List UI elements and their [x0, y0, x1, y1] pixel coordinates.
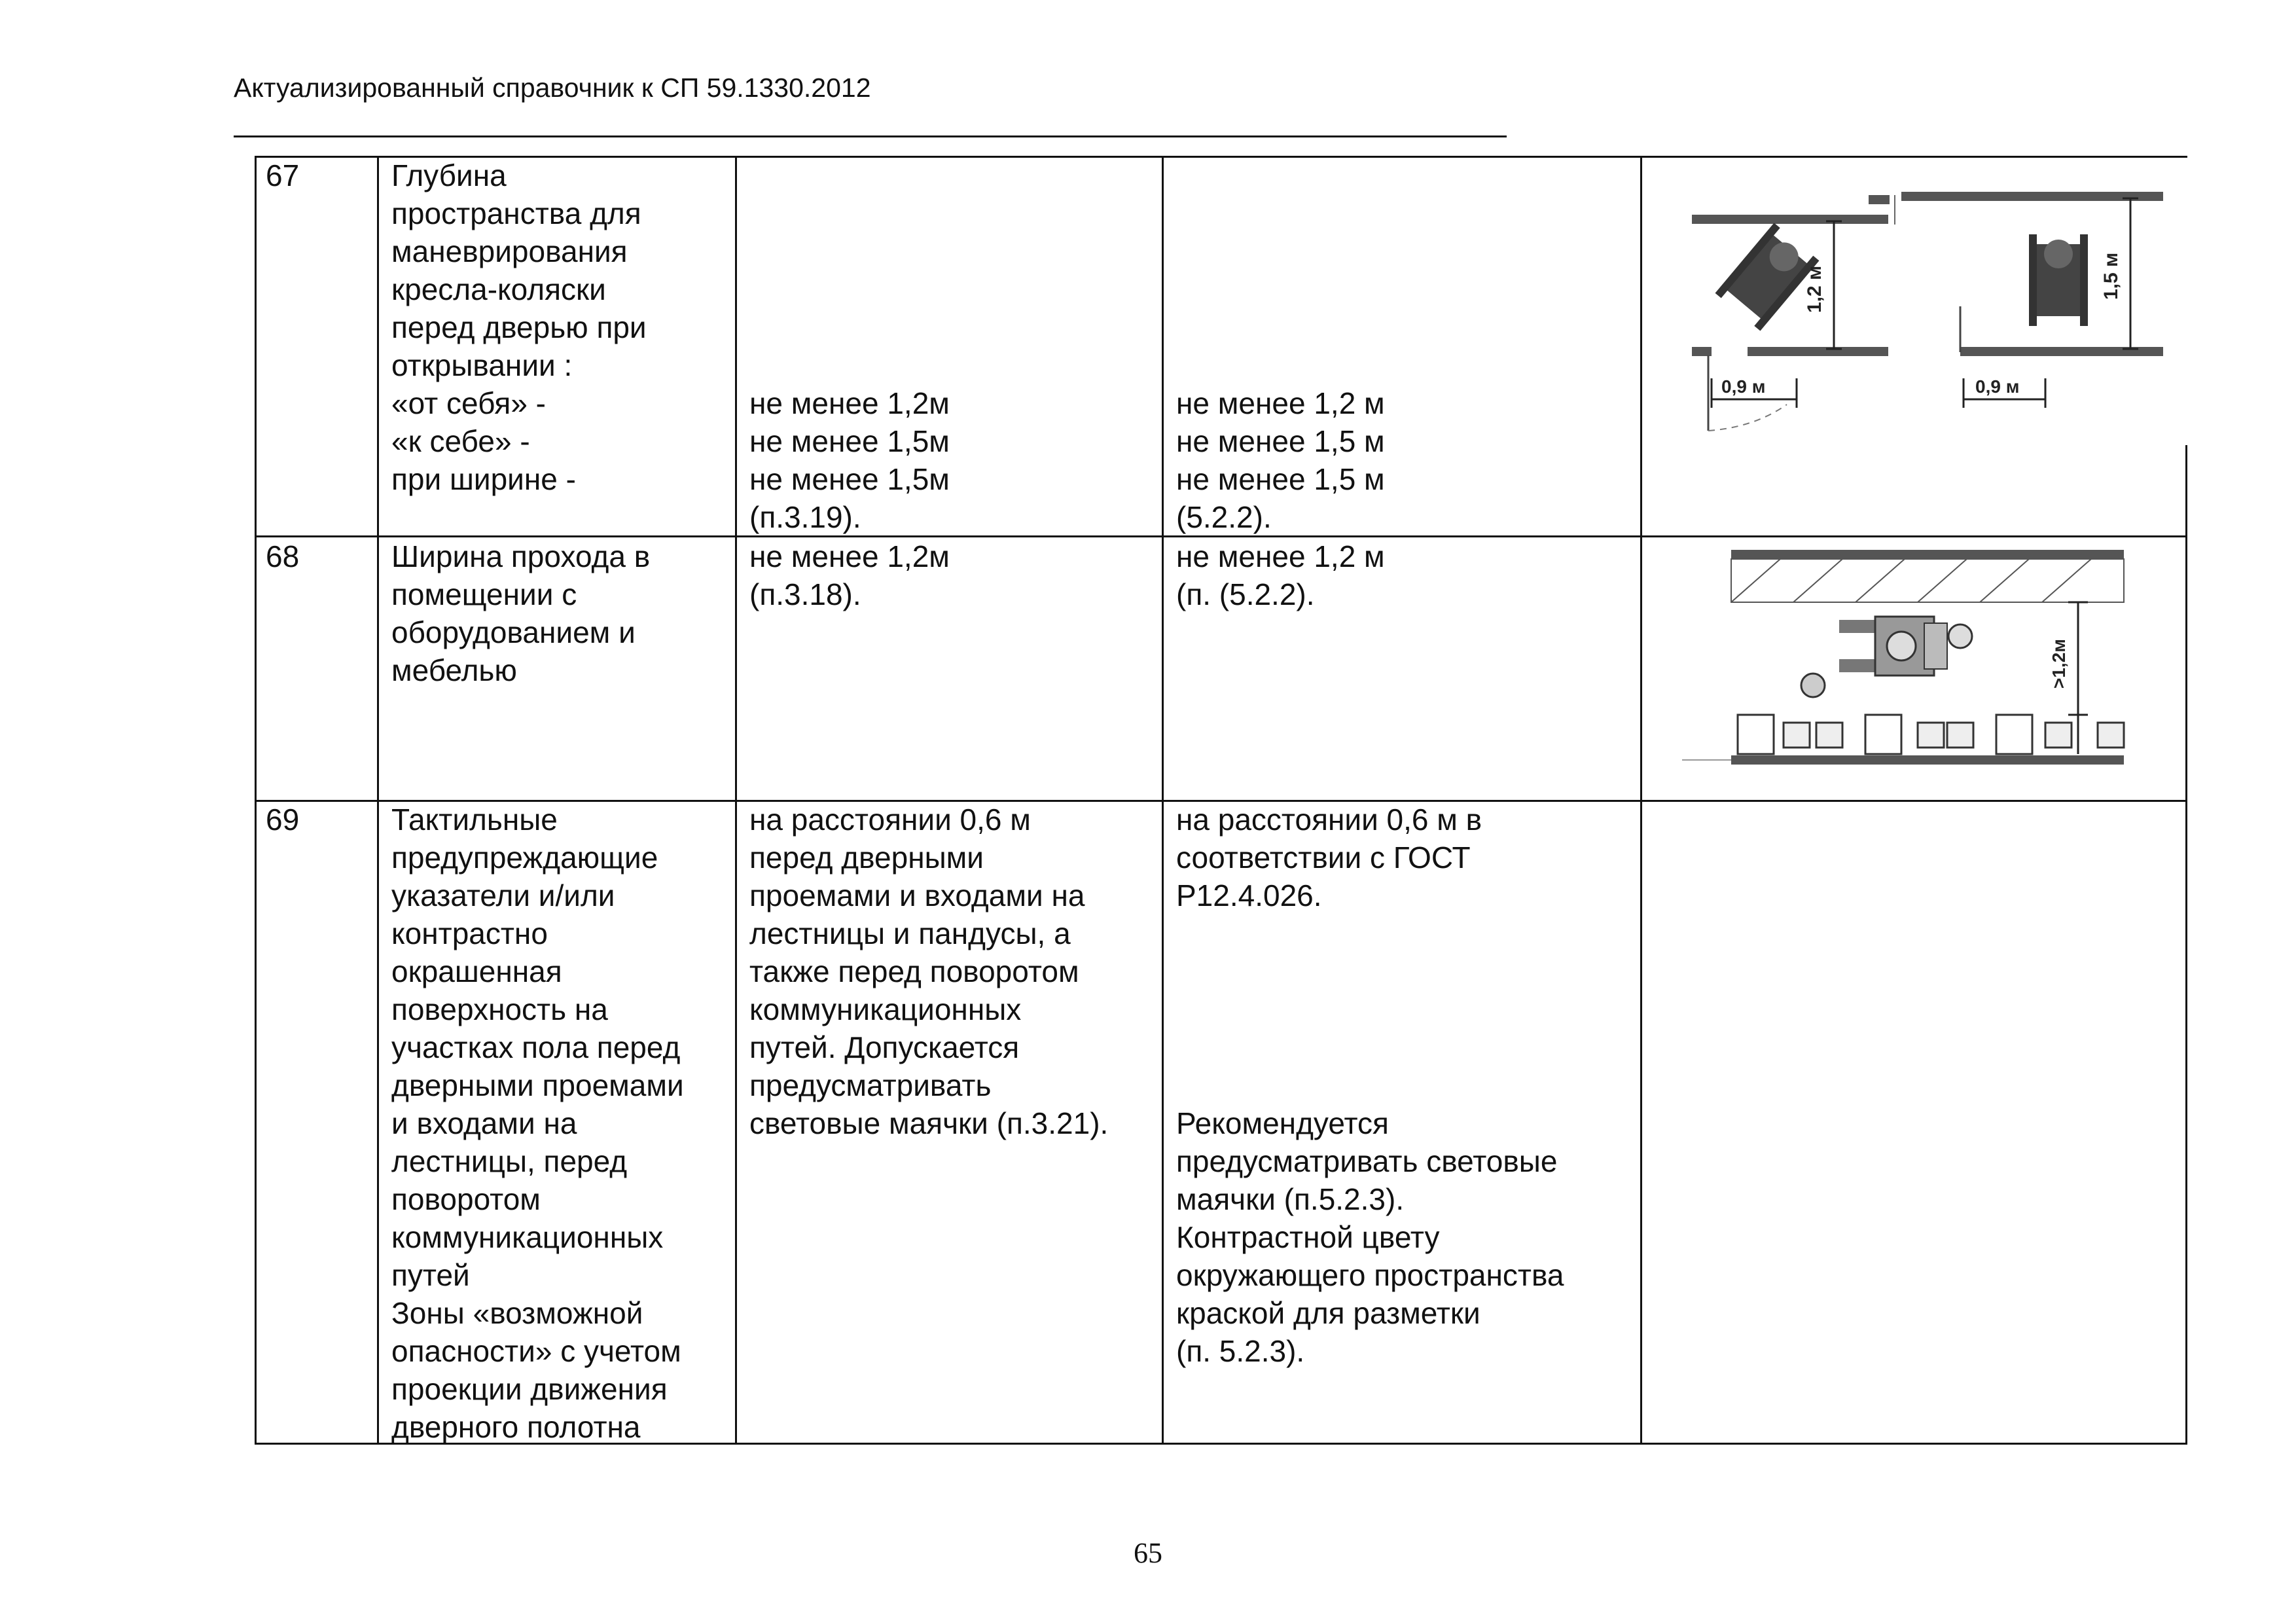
table-border-right: [2185, 445, 2187, 1445]
passage-width-figure: [1676, 538, 2183, 797]
wheelchair-door-depth-figure: [1669, 156, 2186, 447]
row-68-number: 68: [266, 539, 300, 573]
row-68-new-norm: не менее 1,2 м (п. (5.2.2).: [1176, 539, 1385, 611]
dimension-label-right-depth: 1,5 м: [2100, 252, 2122, 300]
row-67-old-norm: не менее 1,2м не менее 1,5м не менее 1,5м (п.3.19).: [749, 386, 950, 534]
dimension-label-passage-width: >1,2м: [2049, 639, 2069, 689]
dimension-label-left-width: 0,9 м: [1721, 376, 1766, 397]
header-rule: [234, 135, 1507, 137]
column-divider-2: [735, 156, 737, 1445]
row-67-number: 67: [266, 158, 300, 192]
row-68-parameter: Ширина прохода в помещении с оборудованием и мебелью: [391, 539, 651, 687]
document-header-title: Актуализированный справочник к СП 59.1330.2012: [234, 73, 871, 103]
dimension-label-left-depth: 1,2 м: [1804, 265, 1825, 313]
row-69-number: 69: [266, 803, 300, 837]
wheelchair-user-icon: [1839, 617, 1972, 676]
row-67-parameter: Глубина пространства для маневрирования кресла-коляски перед дверью при открывании : «от себя» - «к себе» - при ширине -: [391, 158, 647, 496]
row-69-parameter: Тактильные предупреждающие указатели и/или контрастно окрашенная поверхность на участках пола перед дверными проемами и входами на лестницы, перед поворотом коммуникационных путей Зоны «возможной опасности» с учетом проекции движения дверного полотна: [391, 803, 684, 1444]
row-68-old-norm: не менее 1,2м (п.3.18).: [749, 539, 950, 611]
row-69-old-norm: на расстоянии 0,6 м перед дверными проемами и входами на лестницы и пандусы, а также перед поворотом коммуникационных путей. Допускается предусматривать световые маячки (п.3.21).: [749, 803, 1109, 1140]
row-69-new-norm-recommendation: Рекомендуется предусматривать световые маячки (п.5.2.3). Контрастной цвету окружающего пространства краской для разметки (п. 5.2.3).: [1176, 1106, 1564, 1368]
page-number: 65: [1134, 1537, 1162, 1569]
person-icon: [1801, 674, 1825, 697]
column-divider-4: [1640, 156, 1642, 1445]
table-border-left: [255, 156, 257, 1445]
row-69-new-norm-gost: на расстоянии 0,6 м в соответствии с ГОСТ Р12.4.026.: [1176, 803, 1482, 912]
row-67-new-norm: не менее 1,2 м не менее 1,5 м не менее 1,5 м (5.2.2).: [1176, 386, 1385, 534]
furniture-row: [1738, 715, 2124, 754]
column-divider-3: [1162, 156, 1164, 1445]
dimension-label-right-width: 0,9 м: [1975, 376, 2020, 397]
wheelchair-icon: [2029, 234, 2088, 326]
column-divider-1: [377, 156, 379, 1445]
